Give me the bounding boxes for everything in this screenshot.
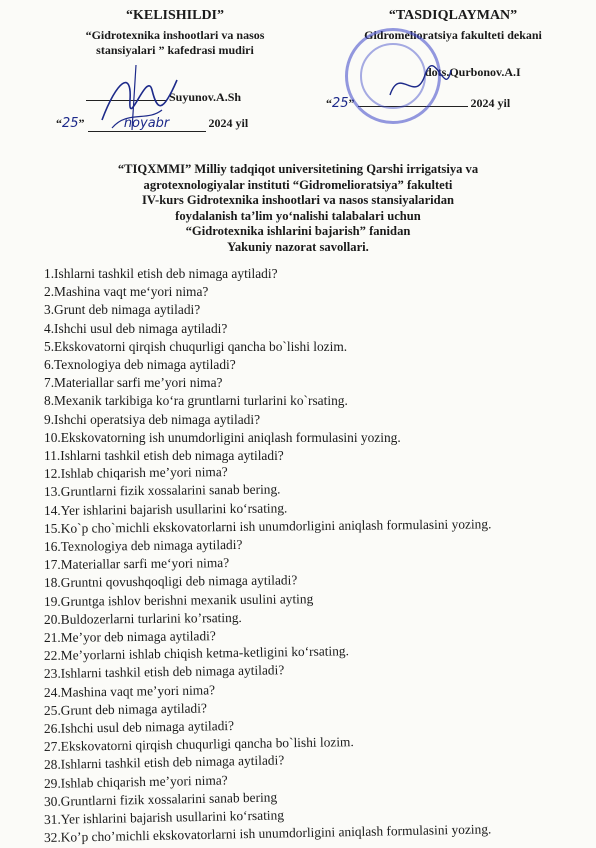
question-item: 5.Ekskovatorni qirqish chuqurligi qancha bo`lishi lozim. [44, 338, 348, 354]
question-list [44, 265, 584, 848]
question-item: 21.Me’yor deb nimaga aytiladi? [43, 628, 216, 646]
question-item: 11.Ishlarni tashkil etish deb nimaga aytiladi? [44, 448, 284, 464]
question-item: 8.Mexanik tarkibiga ko‘ra gruntlarni turlarini ko`rsating. [44, 393, 348, 409]
approval-right-line-1: Gidromelioratsiya fakulteti dekani [364, 28, 542, 42]
title-line-2: agrotexnologiyalar instituti “Gidromelioratsiya” fakulteti [143, 177, 453, 192]
question-item: 31.Yer ishlarini bajarish usullarini ko‘rsating [43, 807, 285, 828]
question-item: 7.Materiallar sarfi me’yori nima? [44, 375, 223, 391]
question-item: 19.Gruntga ishlov berishni mexanik usulini ayting [43, 590, 314, 609]
approval-left-signature-row [86, 90, 241, 105]
question-item: 29.Ishlab chiqarish me’yori nima? [43, 772, 228, 791]
question-item: 28.Ishlarni tashkil etish deb nimaga aytiladi? [43, 752, 285, 773]
question-item: 18.Gruntni qovushqoqligi deb nimaga aytiladi? [43, 572, 298, 591]
approval-right-date-day: 25 [332, 96, 349, 111]
date-open-quote: “ [56, 116, 62, 130]
title-line-5: “Gidrotexnika ishlarini bajarish” fanidan [185, 224, 411, 239]
approval-left-date-month: noyabr [88, 116, 206, 132]
approval-right-year: 2024 yil [470, 96, 511, 110]
question-item: 16.Texnologiya deb nimaga aytiladi? [43, 536, 243, 555]
approval-right [318, 8, 588, 43]
question-item: 14.Yer ishlarini bajarish usullarini ko‘rsating. [43, 500, 288, 518]
approval-left-date-day: 25 [62, 116, 79, 131]
question-item: 30.Gruntlarni fizik xossalarini sanab bering [43, 789, 278, 809]
approval-left-line-1: “Gidrotexnika inshootlari va nasos [85, 28, 265, 42]
question-item: 6.Texnologiya deb nimaga aytiladi? [44, 357, 236, 373]
question-item: 23.Ishlarni tashkil etish deb nimaga aytiladi? [43, 662, 285, 682]
question-item: 25.Grunt deb nimaga aytiladi? [43, 700, 207, 718]
date-month-line [358, 106, 468, 107]
question-item: 12.Ishlab chiqarish me’yori nima? [43, 464, 228, 482]
question-item: 24.Mashina vaqt me’yori nima? [43, 681, 216, 700]
question-item: 13.Gruntlarni fizik xossalarini sanab bering. [43, 481, 281, 500]
question-item: 4.Ishchi usul deb nimaga aytiladi? [44, 320, 228, 336]
question-item: 10.Ekskovatorning ish unumdorligini aniqlash formulasini yozing. [44, 429, 401, 445]
question-item: 9.Ishchi operatsiya deb nimaga aytiladi? [44, 411, 261, 427]
approval-left-year: 2024 yil [208, 116, 249, 130]
document-title [30, 162, 566, 256]
question-item: 2.Mashina vaqt me‘yori nima? [44, 284, 209, 300]
question-item: 17.Materiallar sarfi me‘yori nima? [43, 555, 230, 573]
approval-left-date-row [56, 116, 248, 132]
approval-right-name: dots.Qurbonov.A.I [425, 65, 521, 79]
title-line-6: Yakuniy nazorat savollari. [227, 239, 369, 254]
date-close-quote: ” [78, 116, 85, 130]
question-item: 27.Ekskovatorni qirqish chuqurligi qancha bo`lishi lozim. [43, 734, 354, 755]
title-line-3: IV-kurs Gidrotexnika inshootlari va nasos stansiyalaridan [142, 193, 454, 208]
approval-left [40, 8, 310, 58]
date-close-quote: ” [348, 96, 355, 110]
question-item: 3.Grunt deb nimaga aytiladi? [44, 302, 201, 318]
signature-line [86, 100, 166, 101]
question-item: 22.Me’yorlarni ishlab chiqish ketma-ketligini ko‘rsating. [43, 643, 350, 664]
question-item: 15.Ko`p cho`michli ekskovatorlarni ish unumdorligini aniqlash formulasini yozing. [43, 516, 492, 536]
title-line-1: “TIQXMMI” Milliy tadqiqot universitetining Qarshi irrigatsiya va [117, 162, 479, 176]
question-item: 20.Buldozerlarni turlarini ko’rsating. [43, 609, 242, 627]
approval-right-date-row [326, 96, 510, 111]
question-item: 1.Ishlarni tashkil etish deb nimaga aytiladi? [44, 266, 278, 281]
approval-left-name: Suyunov.A.Sh [169, 90, 242, 104]
date-open-quote: “ [326, 96, 332, 110]
approval-left-heading: “KELISHILDI” [125, 8, 225, 23]
title-line-4: foydalanish ta’lim yo‘nalishi talabalari uchun [175, 208, 421, 223]
question-item: 32.Ko’p cho’michli ekskovatorlarni ish unumdorligini aniqlash formulasini yozing. [43, 821, 492, 846]
question-item: 26.Ishchi usul deb nimaga aytiladi? [43, 718, 235, 737]
approval-left-line-2: stansiyalari ” kafedrasi mudiri [96, 43, 254, 57]
approval-right-heading: “TASDIQLAYMAN” [388, 8, 518, 23]
